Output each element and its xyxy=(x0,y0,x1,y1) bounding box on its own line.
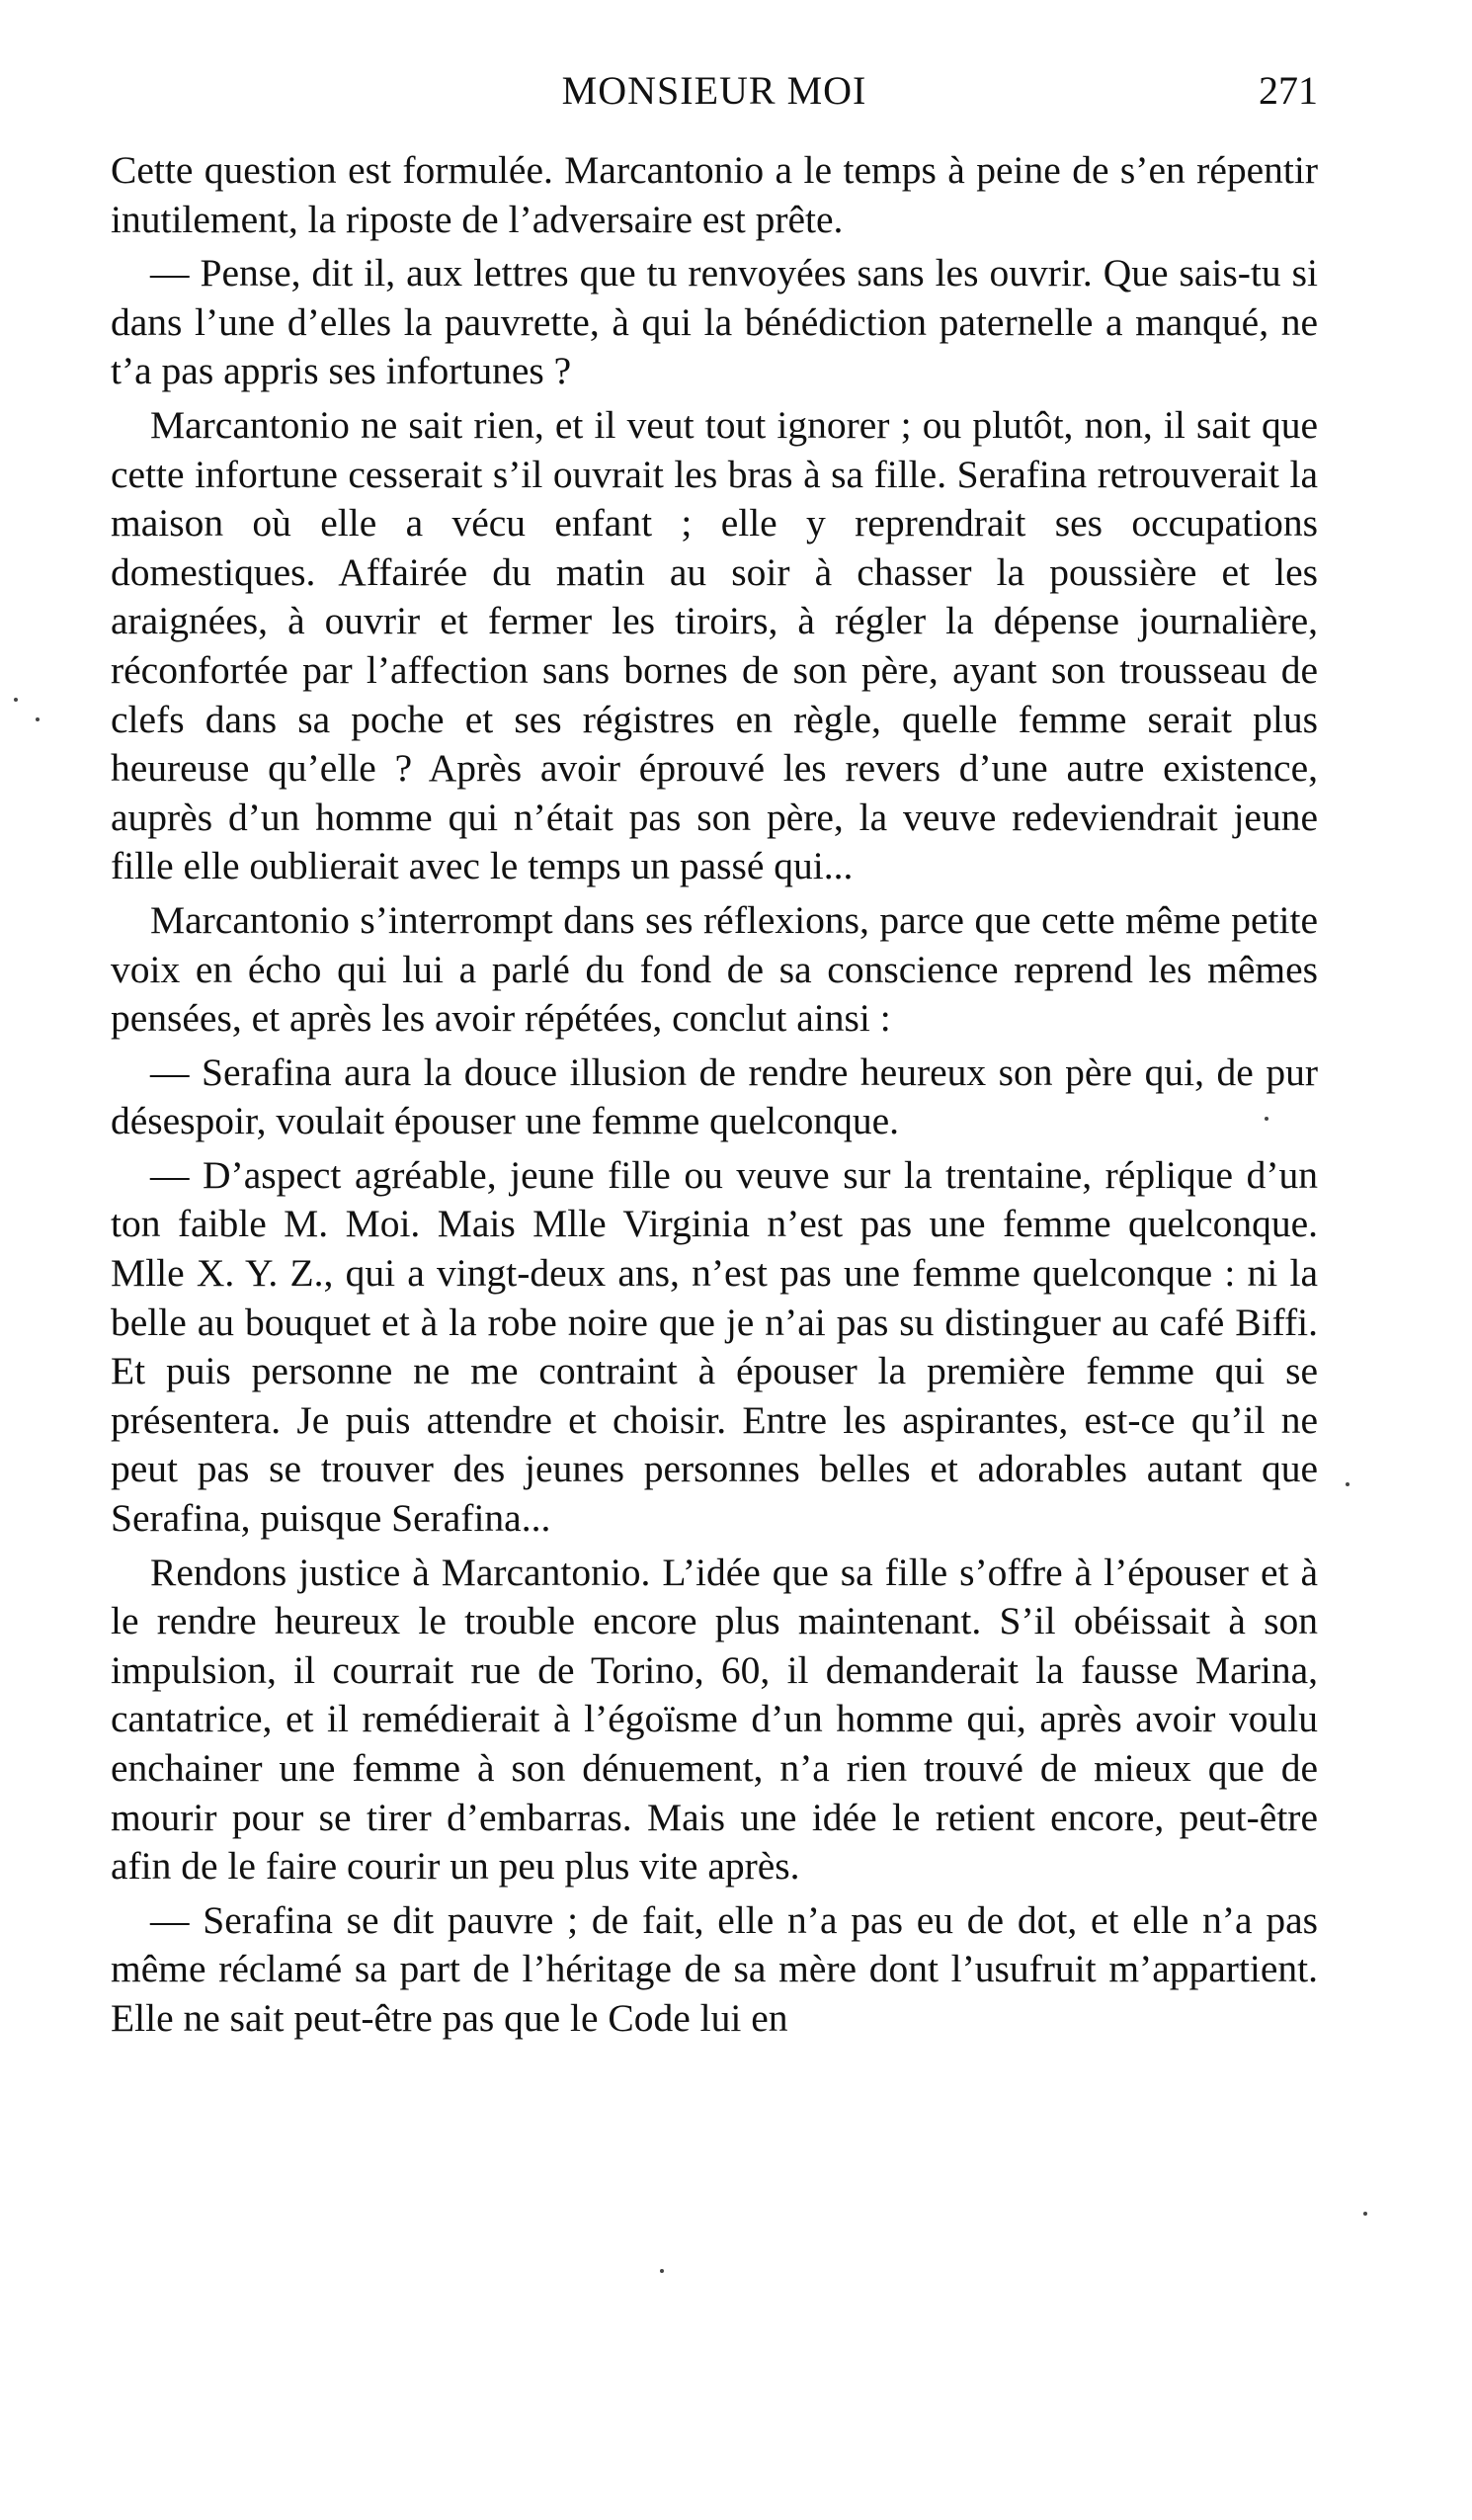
scan-speck xyxy=(660,2269,664,2273)
paragraph: Marcantonio ne sait rien, et il veut tout ignorer ; ou plutôt, non, il sait que cette infortune cesserait s’il ouvrait les bras à sa fille. Serafina retrouverait la maison où elle a vécu enfant ; elle y reprendrait ses occupations domestiques. Affairée du matin au soir à chasser la poussière et les araignées, à ouvrir et fermer les tiroirs, à régler la dépense journalière, réconfortée par l’affection sans bornes de son père, ayant son trousseau de clefs dans sa poche et ses régistres en règle, quelle femme serait plus heureuse qu’elle ? Après avoir éprouvé les revers d’une autre existence, auprès d’un homme qui n’était pas son père, la veuve redeviendrait jeune fille elle oublierait avec le temps un passé qui... xyxy=(111,402,1318,888)
paragraph: — Pense, dit il, aux lettres que tu renvoyées sans les ouvrir. Que sais-tu si dans l’une d’elles la pauvrette, à qui la bénédiction paternelle a manqué, ne t’a pas appris ses infortunes ? xyxy=(111,251,1318,393)
scan-speck xyxy=(1346,1482,1349,1486)
paragraph: Cette question est formulée. Marcantonio a le temps à peine de s’en répentir inutilement, la riposte de l’adversaire est prête. xyxy=(111,148,1318,241)
scan-speck xyxy=(1363,2212,1367,2216)
running-title: MONSIEUR MOI xyxy=(561,68,867,113)
paragraph: — Serafina se dit pauvre ; de fait, elle n’a pas eu de dot, et elle n’a pas même réclamé sa part de l’héritage de sa mère dont l’usufruit m’appartient. Elle ne sait peut-être pas que le Code lui en xyxy=(111,1897,1318,2040)
paragraph: Rendons justice à Marcantonio. L’idée que sa fille s’offre à l’épouser et à le rendre heureux le trouble encore plus maintenant. S’il obéissait à son impulsion, il courrait rue de Torino, 60, il demanderait la fausse Marina, cantatrice, et il remédierait à l’égoïsme d’un homme qui, après avoir voulu enchainer une femme à son dénuement, n’a rien trouvé de mieux que de mourir pour se tirer d’embarras. Mais une idée le retient encore, peut-être afin de le faire courir un peu plus vite après. xyxy=(111,1550,1318,1889)
page-number: 271 xyxy=(1259,68,1318,113)
paragraph: Marcantonio s’interrompt dans ses réflexions, parce que cette même petite voix en écho qui lui a parlé du fond de sa conscience reprend les mêmes pensées, et après les avoir répétées, conclut ainsi : xyxy=(111,897,1318,1041)
body-text xyxy=(111,146,1318,2044)
page-header xyxy=(111,67,1318,126)
scan-speck xyxy=(36,717,40,721)
scan-speck xyxy=(1265,1117,1268,1121)
scan-speck xyxy=(14,698,18,702)
paragraph: — Serafina aura la douce illusion de rendre heureux son père qui, de pur désespoir, voulait épouser une femme quelconque. xyxy=(111,1050,1318,1143)
paragraph: — D’aspect agréable, jeune fille ou veuve sur la trentaine, réplique d’un ton faible M. Moi. Mais Mlle Virginia n’est pas une femme quelconque. Mlle X. Y. Z., qui a vingt-deux ans, n’est pas une femme quelconque : ni la belle au bouquet et à la robe noire que je n’ai pas su distinguer au café Biffi. Et puis personne ne me contraint à épouser la première femme qui se présentera. Je puis attendre et choisir. Entre les aspirantes, est-ce qu’il ne peut pas se trouver des jeunes personnes belles et adorables autant que Serafina, puisque Serafina... xyxy=(111,1152,1318,1541)
